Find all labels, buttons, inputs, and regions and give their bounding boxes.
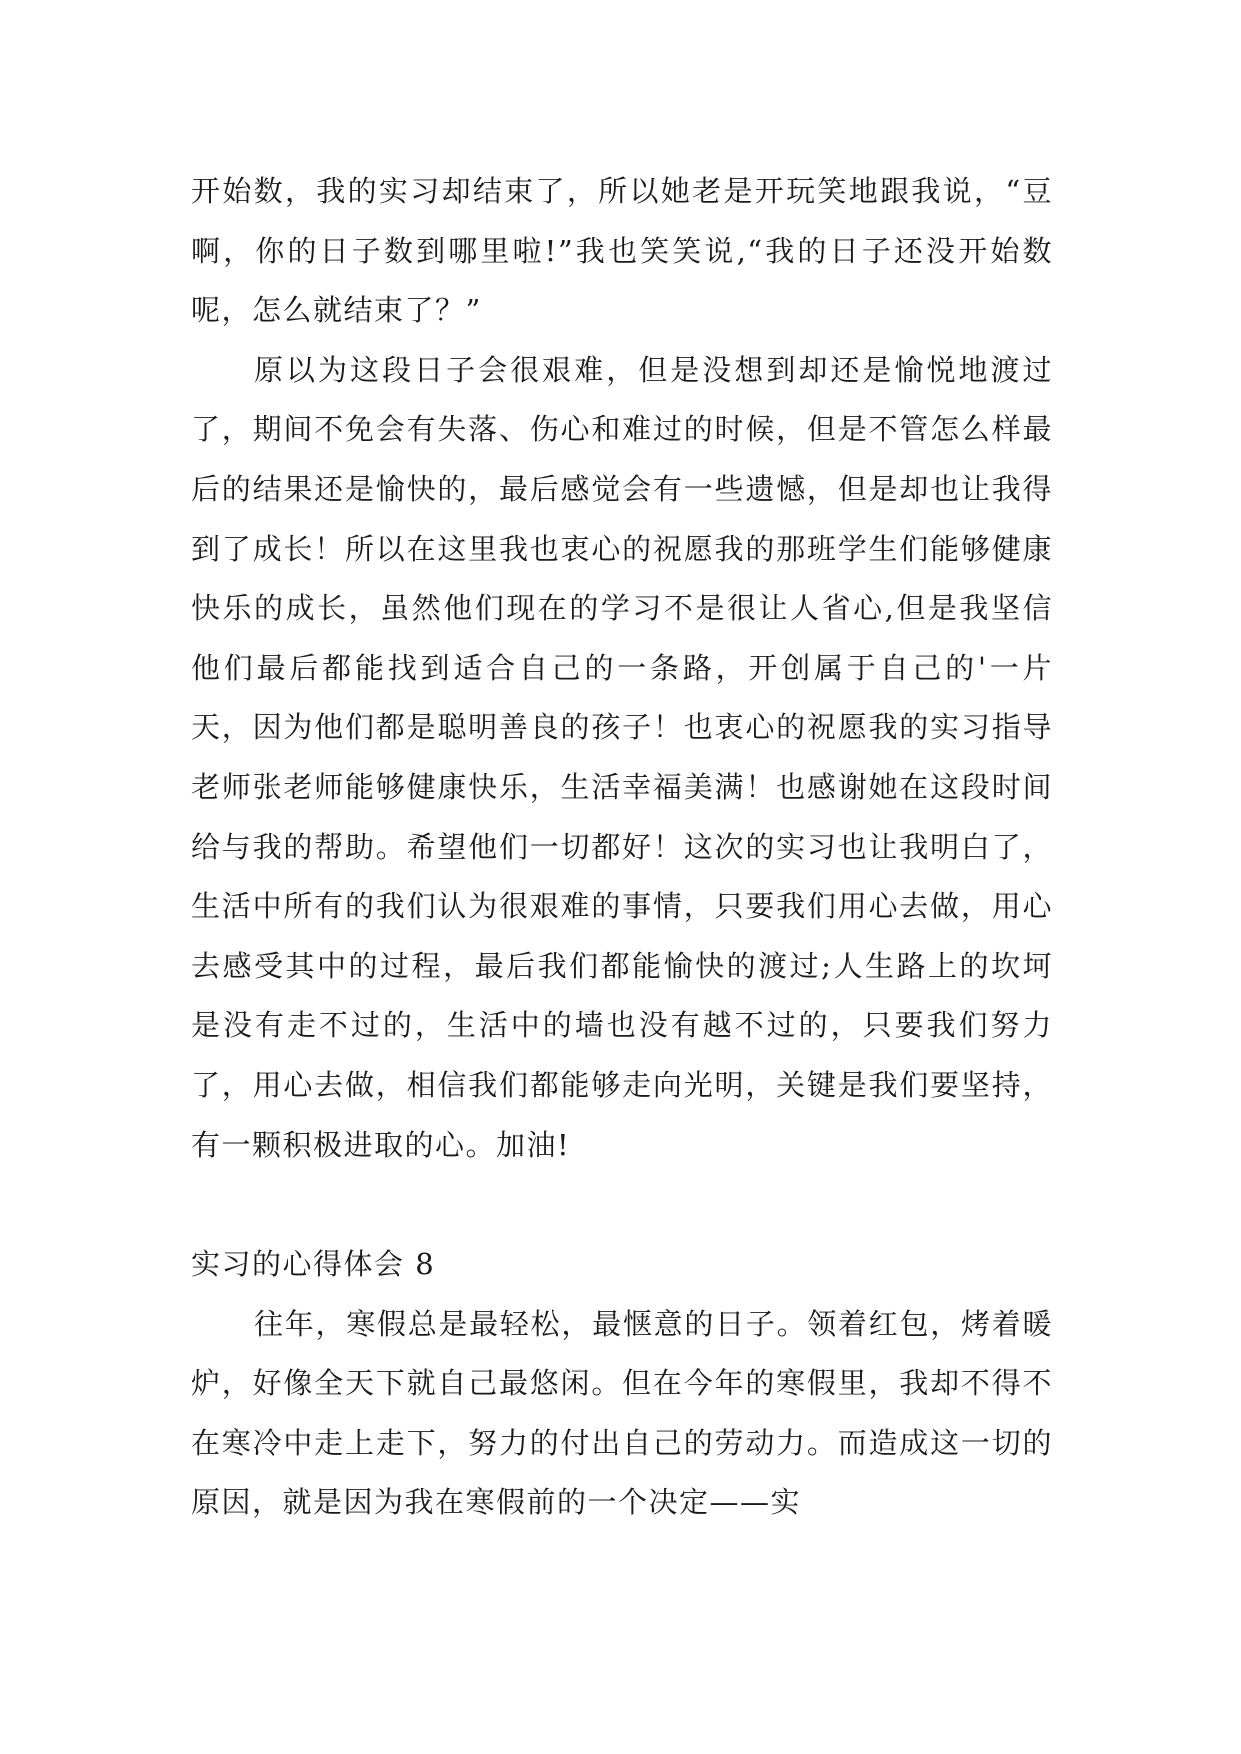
paragraph-reflection: 原以为这段日子会很艰难，但是没想到却还是愉悦地渡过了，期间不免会有失落、伤心和难过的时候，但是不管怎么样最后的结果还是愉快的，最后感觉会有一些遗憾，但是却也让我得到了成长！所以在这里我也衷心的祝愿我的那班学生们能够健康快乐的成长，虽然他们现在的学习不是很让人省心,但是我坚信他们最后都能找到适合自己的一条路，开创属于自己的'一片天，因为他们都是聪明善良的孩子！也衷心的祝愿我的实习指导老师张老师能够健康快乐，生活幸福美满！也感谢她在这段时间给与我的帮助。希望他们一切都好！这次的实习也让我明白了，生活中所有的我们认为很艰难的事情，只要我们用心去做，用心去感受其中的过程，最后我们都能愉快的渡过;人生路上的坎坷是没有走不过的，生活中的墙也没有越不过的，只要我们努力了，用心去做，相信我们都能够走向光明，关键是我们要坚持，有一颗积极进取的心。加油! <box>191 352 1053 1162</box>
document-body <box>191 162 1053 1533</box>
section-spacer <box>191 1175 1053 1235</box>
paragraph-winter-vacation: 往年，寒假总是最轻松，最惬意的日子。领着红包，烤着暖炉，好像全天下就自己最悠闲。但在今年的寒假里，我却不得不在寒冷中走上走下，努力的付出自己的劳动力。而造成这一切的原因，就是因为我在寒假前的一个决定——实 <box>191 1306 1053 1520</box>
continued-paragraph: 开始数，我的实习却结束了，所以她老是开玩笑地跟我说，“豆啊，你的日子数到哪里啦!”我也笑笑说,“我的日子还没开始数呢，怎么就结束了？” <box>191 174 1053 328</box>
section-heading: 实习的心得体会 8 <box>191 1247 436 1282</box>
